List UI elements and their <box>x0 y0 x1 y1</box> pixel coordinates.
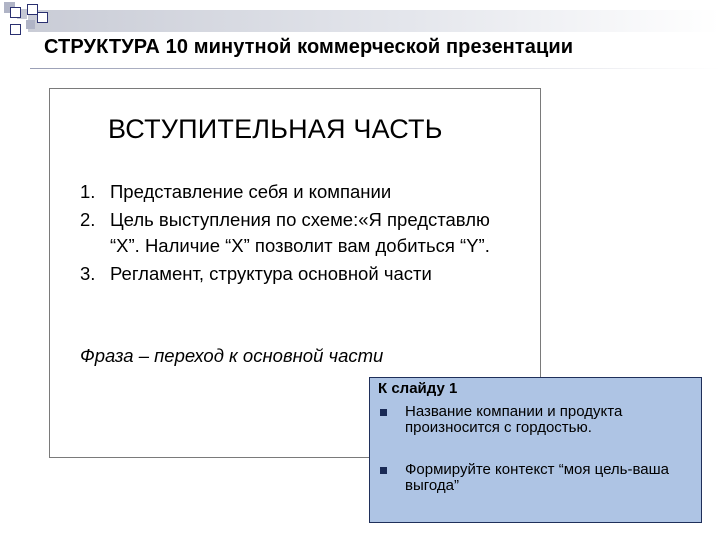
title-divider <box>30 68 720 69</box>
slide-heading: ВСТУПИТЕЛЬНАЯ ЧАСТЬ <box>108 114 443 144</box>
header-band <box>28 10 720 32</box>
list-number: 1. <box>80 181 96 202</box>
note-item <box>380 404 690 436</box>
deco-square <box>10 7 21 18</box>
deco-square <box>26 20 35 29</box>
list-item <box>80 261 520 287</box>
list-number: 2. <box>80 209 96 230</box>
deco-square <box>37 12 48 23</box>
transition-phrase: Фраза – переход к основной части <box>80 345 384 366</box>
list-item-text: Цель выступления по схеме:«Я представлю “Х”. Наличие “Х” позволит вам добиться “Y”. <box>110 209 490 256</box>
list-item <box>80 179 520 205</box>
notes-title: К слайду 1 <box>378 380 458 397</box>
note-text: Название компании и продукта произносится с гордостью. <box>405 403 623 436</box>
list-item-text: Регламент, структура основной части <box>110 263 432 284</box>
note-item <box>380 462 690 494</box>
page-title: СТРУКТУРА 10 минутной коммерческой презентации <box>44 36 574 58</box>
square-bullet-icon <box>380 409 387 416</box>
note-text: Формируйте контекст “моя цель-ваша выгода” <box>405 461 670 494</box>
list-number: 3. <box>80 263 96 284</box>
header-decoration <box>0 0 720 40</box>
list-item <box>80 207 520 259</box>
slide-list <box>80 179 520 289</box>
list-item-text: Представление себя и компании <box>110 181 392 202</box>
deco-square <box>10 24 21 35</box>
square-bullet-icon <box>380 467 387 474</box>
speaker-notes-box <box>369 377 702 523</box>
